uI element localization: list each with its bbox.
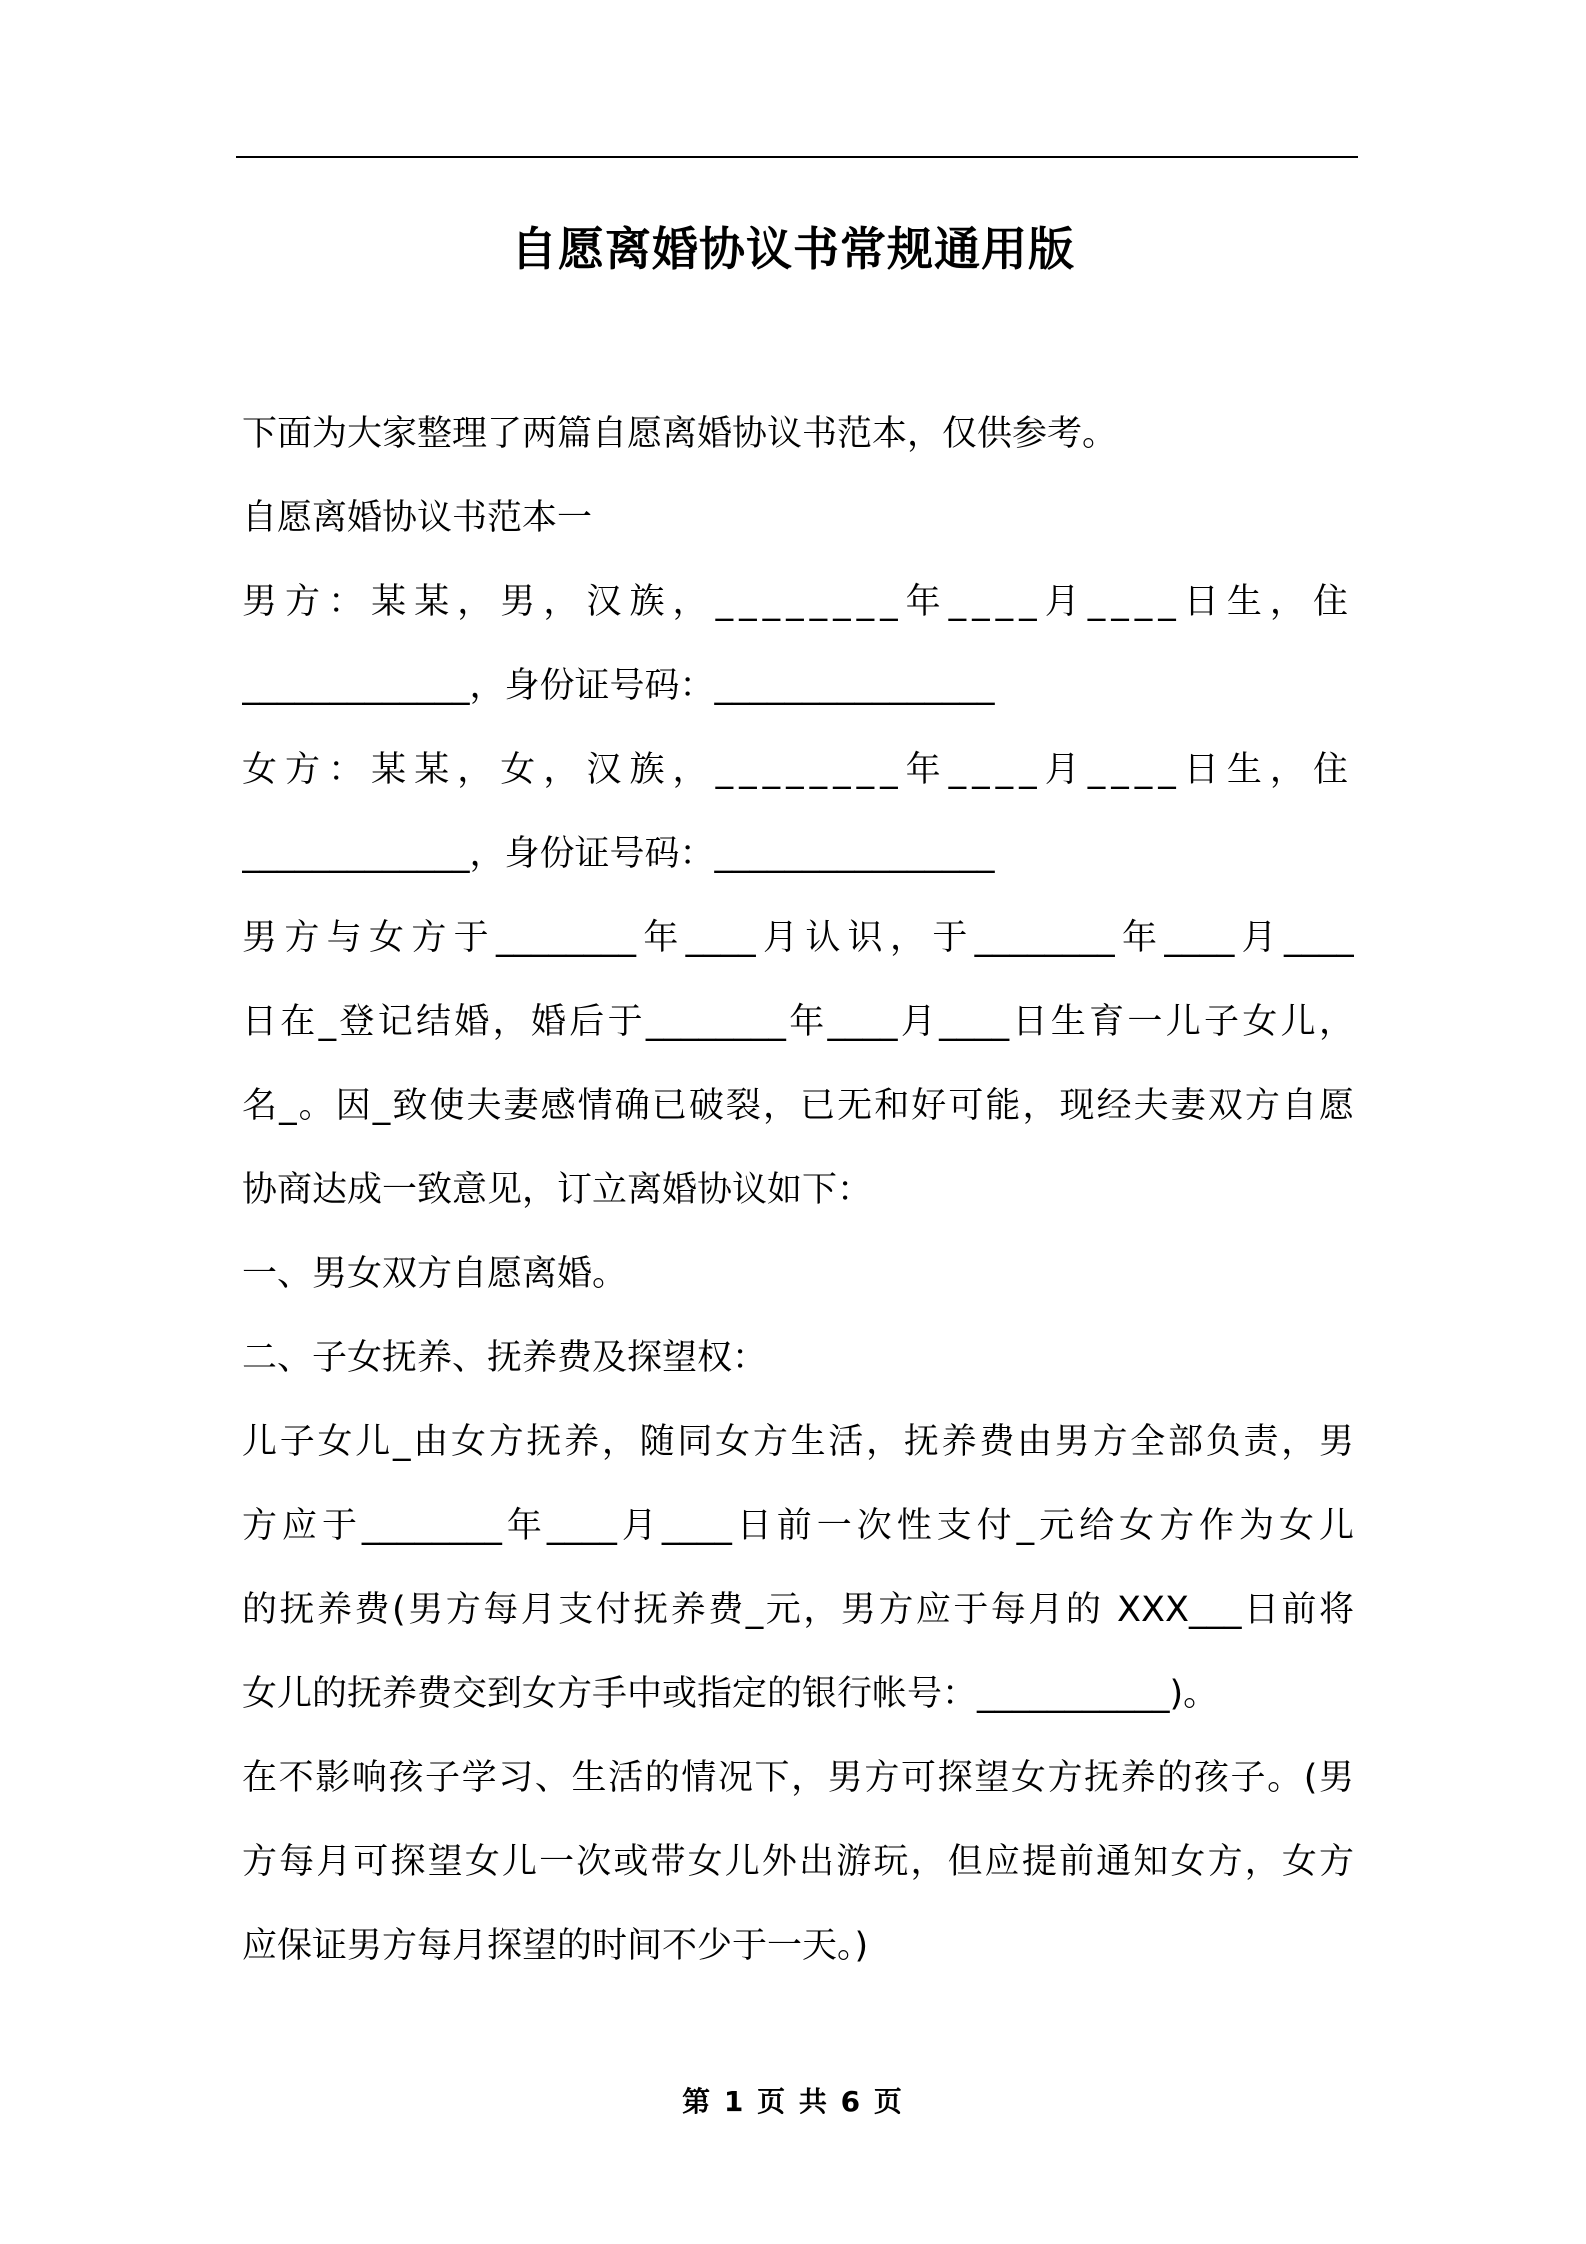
document-title: 自愿离婚协议书常规通用版: [511, 222, 1075, 276]
paragraph-marriage-line-3: 名_。因_致使夫妻感情确已破裂，已无和好可能，现经夫妻双方自愿: [242, 1086, 1354, 1126]
header-rule: [236, 156, 1358, 158]
husband-id-line: _____________，身份证号码：________________: [242, 666, 995, 706]
paragraph-custody-line-1: 儿子女儿_由女方抚养，随同女方生活，抚养费由男方全部负责，男: [242, 1422, 1354, 1462]
paragraph-custody-line-3: 的抚养费(男方每月支付抚养费_元，男方应于每月的 XXX___日前将: [242, 1590, 1354, 1630]
wife-info-line: 女方：某某，女，汉族，________年____月____日生，住: [242, 750, 1354, 790]
paragraph-visitation-line-1: 在不影响孩子学习、生活的情况下，男方可探望女方抚养的孩子。(男: [242, 1758, 1354, 1798]
clause-two-heading: 二、子女抚养、抚养费及探望权：: [242, 1338, 768, 1378]
paragraph-marriage-line-2: 日在_登记结婚，婚后于________年____月____日生育一儿子女儿，: [242, 1002, 1354, 1042]
paragraph-marriage-line-1: 男方与女方于________年____月认识，于________年____月____: [242, 918, 1354, 958]
paragraph-visitation-line-2: 方每月可探望女儿一次或带女儿外出游玩，但应提前通知女方，女方: [242, 1842, 1354, 1882]
wife-id-line: _____________，身份证号码：________________: [242, 834, 995, 874]
section-heading-sample-one: 自愿离婚协议书范本一: [242, 498, 593, 538]
paragraph-visitation-line-3: 应保证男方每月探望的时间不少于一天。): [242, 1926, 869, 1966]
clause-one: 一、男女双方自愿离婚。: [242, 1254, 628, 1294]
document-body: [242, 404, 1354, 1964]
paragraph-marriage-line-4: 协商达成一致意见，订立离婚协议如下：: [242, 1170, 873, 1210]
husband-info-line: 男方：某某，男，汉族，________年____月____日生，住: [242, 582, 1354, 622]
page-indicator: 第 1 页 共 6 页: [682, 2085, 904, 2118]
paragraph-custody-line-2: 方应于________年____月____日前一次性支付_元给女方作为女儿: [242, 1506, 1354, 1546]
paragraph-custody-line-4: 女儿的抚养费交到女方手中或指定的银行帐号：___________)。: [242, 1674, 1219, 1714]
paragraph-intro: 下面为大家整理了两篇自愿离婚协议书范本，仅供参考。: [242, 414, 1118, 454]
